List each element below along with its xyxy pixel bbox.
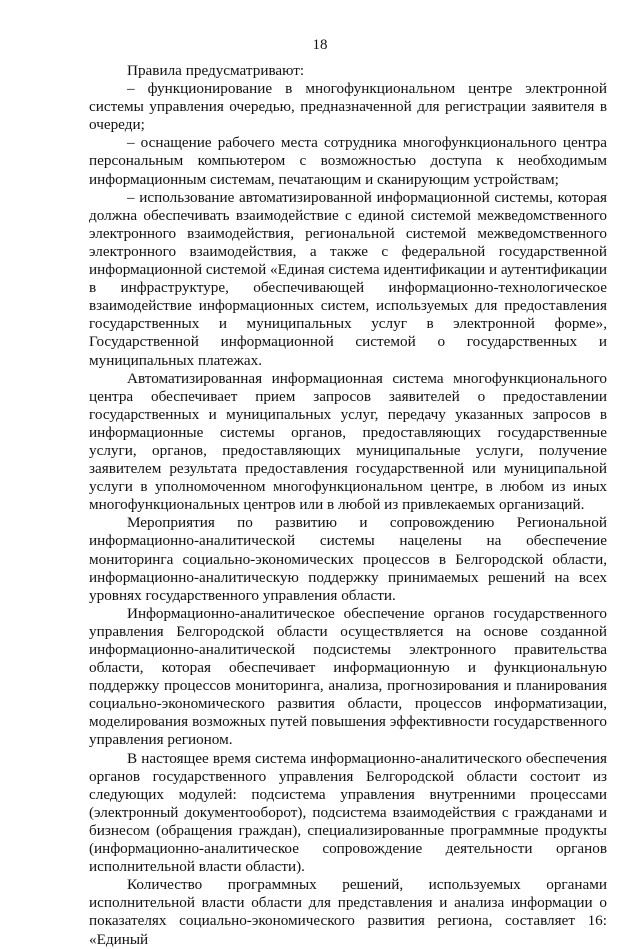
paragraph-intro: Правила предусматривают: [127, 62, 305, 79]
paragraph-automated-system: – использование автоматизированной информационной системы, которая должна обеспечивать взаимодействие с единой системой межведомственного электронного взаимодействия, региональной системой межведомственного электронного взаимодействия, а также с федеральной государственной информационной системой «Единая система идентификации и аутентификации в инфраструктуре, обеспечивающей информационно-технологическое взаимодействие информационных систем, используемых для предоставления государственных и муниципальных услуг в электронной форме», Государственной информационной системой о государственных и муниципальных платежах. [89, 188, 607, 369]
paragraph-current-modules: В настоящее время система информационно-аналитического обеспечения органов государственного управления Белгородской области состоит из следующих модулей: подсистема управления внутренними процессами (электронный документооборот), подсистема взаимодействия с гражданами и бизнесом (обращения граждан), специализированные программные продукты (информационно-аналитическое сопровождение деятельности органов исполнительной власти области). [89, 749, 607, 876]
paragraph-workstation: – оснащение рабочего места сотрудника многофункционального центра персональным компьютером с возможностью доступа к необходимым информационным системам, печатающим и сканирующим устройствам; [89, 134, 607, 188]
paragraph-queue-system: – функционирование в многофункциональном центре электронной системы управления очередью, предназначенной для регистрации заявителя в очереди; [89, 80, 607, 134]
paragraph-mfc-requests: Автоматизированная информационная система многофункционального центра обеспечивает прием запросов заявителей о предоставлении государственных и муниципальных услуг, передачу указанных запросов в информационные системы органов, предоставляющих государственные услуги, органов, предоставляющих муниципальные услуги, получение заявителем результата предоставления государственной или муниципальной услуги в уполномоченном многофункциональном центре, в любом из иных многофункциональных центров или в любой из привлекаемых организаций. [89, 369, 607, 514]
paragraph-regional-analytics: Мероприятия по развитию и сопровождению Региональной информационно-аналитической системы нацелены на обеспечение мониторинга социально-экономических процессов в Белгородской области, информационно-аналитическую поддержку принимаемых решений на всех уровнях государственного управления области. [89, 514, 607, 604]
paragraph-software-count: Количество программных решений, используемых органами исполнительной власти области для представления и анализа информации о показателях социально-экономического развития региона, составляет 16: «Единый [89, 876, 607, 948]
body-text [89, 62, 607, 949]
paragraph-analytical-support: Информационно-аналитическое обеспечение органов государственного управления Белгородской области осуществляется на основе созданной информационно-аналитической подсистемы электронного правительства области, которая обеспечивает информационную и функциональную поддержку процессов мониторинга, анализа, прогнозирования и планирования социально-экономического развития области, процессов информатизации, моделирования возможных путей повышения эффективности государственного управления регионом. [89, 604, 607, 749]
page-number: 18 [312, 37, 328, 53]
